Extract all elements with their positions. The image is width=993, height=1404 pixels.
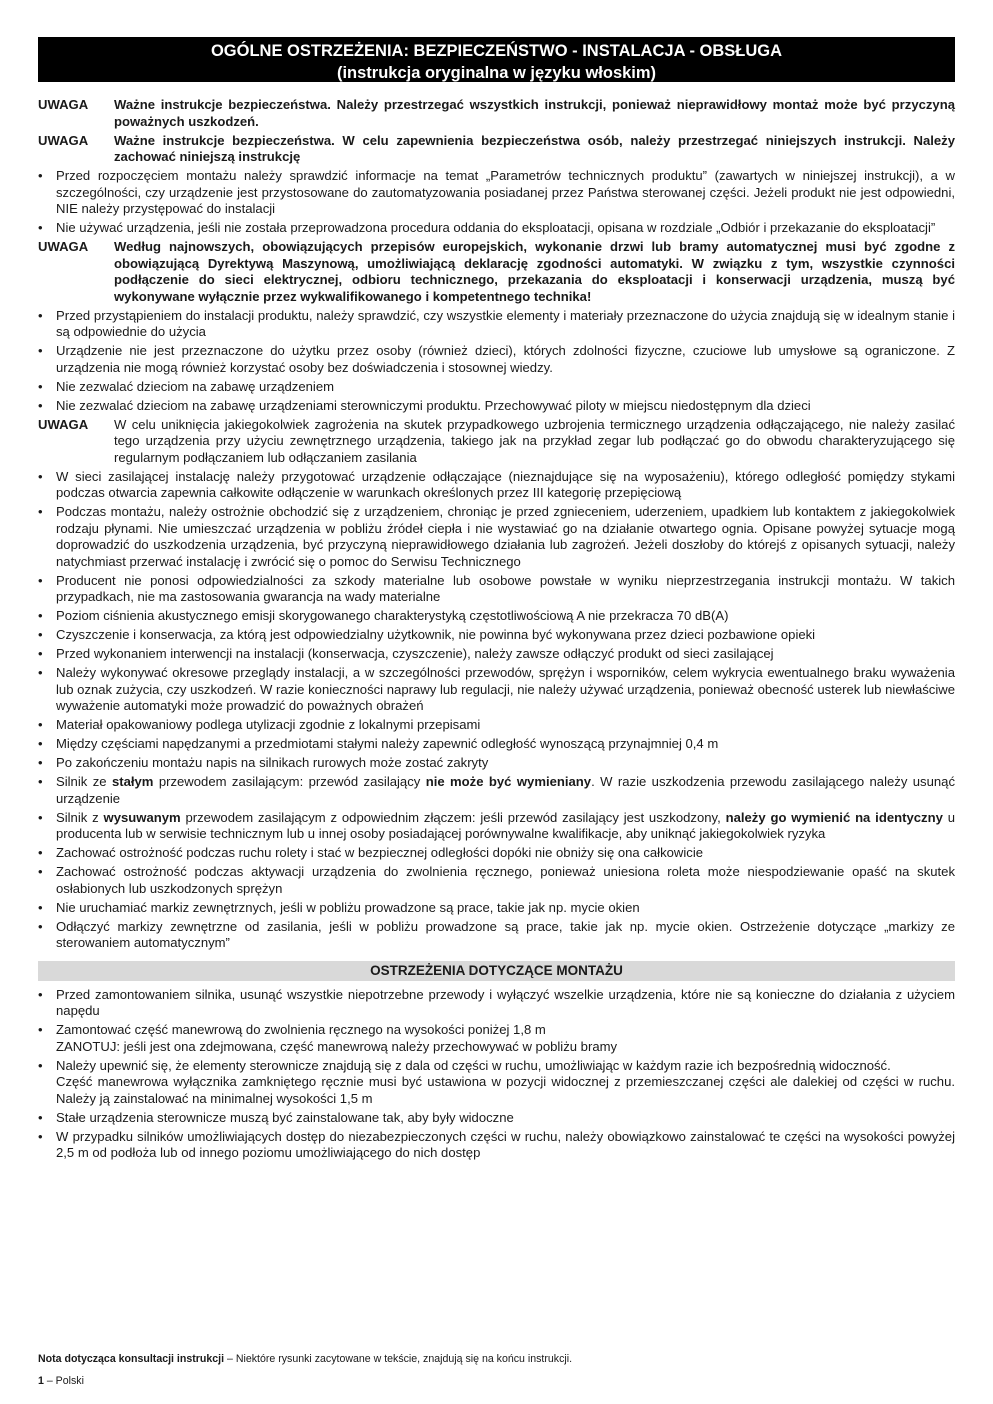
bullet-text: Poziom ciśnienia akustycznego emisji skorygowanego charakterystyką częstotliwościową A nie przekracza 70 dB(A) xyxy=(56,608,729,623)
bold-run: nie może być wymieniany xyxy=(425,774,592,789)
footer-note-text: – Niektóre rysunki zacytowane w tekście, znajdują się na końcu instrukcji. xyxy=(224,1353,573,1365)
bullet-text: W sieci zasilającej instalację należy przygotować urządzenie odłączające (nieznajdujące się na wyposażeniu), którego odległość pomiędzy stykami podczas otwarcia zapewnia całkowite odłączenie w warunkach określonych przez III kategorię przepięciową xyxy=(56,468,955,500)
header-banner xyxy=(38,37,955,82)
bullet-marker: • xyxy=(38,736,43,751)
bullet-marker: • xyxy=(38,755,43,770)
bullet-marker: • xyxy=(38,809,43,825)
bullet-marker: • xyxy=(38,864,43,879)
bullet-marker: • xyxy=(38,918,43,934)
bullet-item xyxy=(38,469,955,502)
footer-note-label: Nota dotycząca konsultacji instrukcji xyxy=(38,1353,225,1365)
bullet-item xyxy=(38,987,955,1020)
bullet-item xyxy=(38,646,955,663)
bullet-text xyxy=(56,1058,955,1108)
bullet-marker: • xyxy=(38,1109,43,1125)
bullet-text: Stałe urządzenia sterownicze muszą być zainstalowane tak, aby były widoczne xyxy=(56,1109,514,1125)
bullet-item xyxy=(38,900,955,917)
bullet-marker: • xyxy=(38,343,43,358)
bullet-text: Między częściami napędzanymi a przedmiotami stałymi należy zapewnić odległość wynoszącą przynajmniej 0,4 m xyxy=(56,736,719,751)
bullet-item xyxy=(38,919,955,952)
text-run: Silnik z xyxy=(56,809,104,825)
bullet-item xyxy=(38,343,955,376)
warning-item xyxy=(38,239,955,305)
general-warnings xyxy=(38,97,955,1162)
warning-item xyxy=(38,417,955,467)
bullet-text xyxy=(56,774,955,807)
warning-text: W celu uniknięcia jakiegokolwiek zagrożenia na skutek przypadkowego uzbrojenia termicznego urządzenia odłączającego, nie należy zasilać tego urządzenia przy użyciu zewnętrznego urządzenia, takiego jak na przykład zegar lub podłączać go do obwodu charakteryzującego się regularnym podłączaniem lub odłączaniem zasilania xyxy=(114,416,955,465)
bullet-marker: • xyxy=(38,665,43,680)
page-number-value: 1 xyxy=(38,1375,44,1387)
bold-run: wysuwanym xyxy=(103,809,181,825)
bullet-text: Zachować ostrożność podczas aktywacji urządzenia do zwolnienia ręcznego, ponieważ uniesiona roleta może niespodziewanie opaść na skutek osłabionych lub uszkodzonych sprężyn xyxy=(56,864,955,896)
bullet-note-text: ZANOTUJ: jeśli jest ona zdejmowana, część manewrową należy przechowywać w pobliżu bramy xyxy=(56,1038,618,1054)
bullet-text: Przed wykonaniem interwencji na instalacji (konserwacja, czyszczenie), należy zawsze odłączyć produkt od sieci zasilającej xyxy=(56,646,774,661)
text-run: przewodem zasilającym z odpowiednim złączem: jeśli przewód zasilający jest uszkodzony, xyxy=(180,809,726,825)
text-run: u producenta lub w serwisie technicznym lub u innej osoby posiadającej porównywalne kwalifikacje, aby uniknąć jakiegokolwiek ryzyka xyxy=(56,809,955,841)
bullet-text: Podczas montażu, należy ostrożnie obchodzić się z urządzeniem, chroniąc je przed zgnieceniem, uderzeniem, upadkiem lub kontaktem z jakiegokolwiek rodzaju płynami. Nie umieszczać urządzenia w pobliżu źródeł ciepła i nie wystawiać go na działanie otwartego ognia. Opisane powyżej sytuacje mogą doprowadzić do uszkodzenia urządzenia, być przyczyną nieprawidłowego działania lub zagrożeń. Jeżeli doszłoby do którejś z opisanych sytuacji, należy natychmiast przerwać instalację i zwrócić się o pomoc do Serwisu Technicznego xyxy=(56,504,955,569)
bullet-marker: • xyxy=(38,717,43,732)
page-title: OGÓLNE OSTRZEŻENIA: BEZPIECZEŃSTWO - INSTALACJA - OBSŁUGA xyxy=(210,42,783,60)
bullet-item xyxy=(38,168,955,218)
bullet-marker: • xyxy=(38,986,43,1002)
bullet-main-text: Zamontować część manewrową do zwolnienia ręcznego na wysokości poniżej 1,8 m xyxy=(56,1022,546,1037)
bullet-item xyxy=(38,608,955,625)
bullet-marker: • xyxy=(38,608,43,623)
bullet-item xyxy=(38,220,955,237)
bullet-item xyxy=(38,755,955,772)
warning-text: Ważne instrukcje bezpieczeństwa. W celu zapewnienia bezpieczeństwa osób, należy przestrzegać niniejszych instrukcji. Należy zachować niniejszą instrukcję xyxy=(114,132,955,164)
bullet-item xyxy=(38,736,955,753)
bullet-text: Należy wykonywać okresowe przeglądy instalacji, a w szczególności przewodów, sprężyn i wsporników, celem wykrycia ewentualnego braku wyważenia lub oznak zużycia, czy uszkodzeń. W razie konieczności naprawy lub regulacji, nie należy używać urządzenia, ponieważ obecność usterek lub niewłaściwe wyważenie automatyki może prowadzić do poważnych obrażeń xyxy=(56,665,955,713)
bullet-item xyxy=(38,864,955,897)
bullet-item xyxy=(38,398,955,415)
warning-item xyxy=(38,97,955,130)
bullet-text xyxy=(56,1022,955,1055)
bullet-item xyxy=(38,845,955,862)
bullet-marker: • xyxy=(38,1128,43,1144)
bullet-marker: • xyxy=(38,627,43,642)
bullet-marker: • xyxy=(38,397,43,413)
page-language: – Polski xyxy=(43,1375,84,1387)
bullet-item xyxy=(38,308,955,341)
bullet-item xyxy=(38,717,955,734)
bullet-main-text: Należy upewnić się, że elementy sterownicze znajdują się z dala od części w ruchu, umożliwiając w każdym razie ich bezpośrednią widoczność. xyxy=(56,1057,891,1073)
bullet-item xyxy=(38,573,955,606)
bullet-note-text: Część manewrowa wyłącznika zamkniętego ręcznie musi być ustawiona w pozycji widocznej z przemieszczanej części ale dalekiej od części w ruchu. Należy ją zainstalować na minimalnej wysokości 1,5 m xyxy=(56,1074,955,1106)
bullet-text: Materiał opakowaniowy podlega utylizacji zgodnie z lokalnymi przepisami xyxy=(56,717,481,732)
warning-label: UWAGA xyxy=(38,416,89,432)
bullet-marker: • xyxy=(38,468,43,484)
warning-label: UWAGA xyxy=(38,132,89,148)
bullet-item xyxy=(38,665,955,715)
bold-run: należy go wymienić na identyczny xyxy=(725,809,943,825)
bullet-item xyxy=(38,379,955,396)
bullet-text xyxy=(56,810,955,843)
bullet-marker: • xyxy=(38,168,43,183)
text-run: Silnik ze xyxy=(56,774,112,789)
bullet-text: Przed rozpoczęciem montażu należy sprawdzić informacje na temat „Parametrów technicznych produktu” (zawartych w niniejszej instrukcji), a w szczególności, czy urządzenie jest przystosowane do zautomatyzowania posiadanej przez Państwa sterowanej części. Jeżeli produkt nie jest odpowiedni, NIE należy przystępować do instalacji xyxy=(56,168,955,216)
bullet-item xyxy=(38,504,955,570)
bullet-marker: • xyxy=(38,774,43,789)
document-page xyxy=(38,37,955,1164)
bullet-item xyxy=(38,1058,955,1108)
bullet-marker: • xyxy=(38,504,43,519)
warning-item xyxy=(38,133,955,166)
text-run: przewodem zasilającym: przewód zasilający xyxy=(153,774,426,789)
bullet-item xyxy=(38,774,955,807)
bullet-item xyxy=(38,1110,955,1127)
bullet-item xyxy=(38,810,955,843)
text-run: . W razie uszkodzenia przewodu zasilającego należy usunąć urządzenie xyxy=(56,774,955,806)
bullet-item xyxy=(38,1022,955,1055)
bullet-item xyxy=(38,1129,955,1162)
bullet-text: Przed zamontowaniem silnika, usunąć wszystkie niepotrzebne przewody i wyłączyć wszelkie urządzenia, które nie są konieczne do działania z użyciem napędu xyxy=(56,986,955,1018)
bullet-marker: • xyxy=(38,899,43,915)
page-subtitle: (instrukcja oryginalna w języku włoskim) xyxy=(336,64,657,82)
bullet-marker: • xyxy=(38,220,43,235)
bullet-text: Nie zezwalać dzieciom na zabawę urządzeniami sterowniczymi produktu. Przechowywać piloty w miejscu niedostępnym dla dzieci xyxy=(56,397,811,413)
bullet-marker: • xyxy=(38,1022,43,1037)
page-number xyxy=(38,1374,84,1388)
bullet-text: Odłączyć markizy zewnętrzne od zasilania, jeśli w pobliżu prowadzone są prace, takie jak np. mycie okien. Ostrzeżenie dotyczące „markizy ze sterowaniem automatycznym” xyxy=(56,918,955,950)
bullet-text: Zachować ostrożność podczas ruchu rolety i stać w bezpiecznej odległości dopóki nie obniży się ona całkowicie xyxy=(56,845,704,860)
bullet-marker: • xyxy=(38,307,43,323)
bullet-marker: • xyxy=(38,646,43,661)
warning-label: UWAGA xyxy=(38,97,89,112)
bullet-text: Nie uruchamiać markiz zewnętrznych, jeśli w pobliżu prowadzone są prace, takie jak np. mycie okien xyxy=(56,899,640,915)
bullet-text: Czyszczenie i konserwacja, za którą jest odpowiedzialny użytkownik, nie powinna być wykonywana przez dzieci pozbawione opieki xyxy=(56,627,816,642)
bullet-marker: • xyxy=(38,572,43,588)
bold-run: stałym xyxy=(111,774,154,789)
bullet-marker: • xyxy=(38,845,43,860)
section-heading-installation: OSTRZEŻENIA DOTYCZĄCE MONTAŻU xyxy=(38,961,955,981)
bullet-item xyxy=(38,627,955,644)
bullet-marker: • xyxy=(38,1057,43,1073)
bullet-text: Producent nie ponosi odpowiedzialności za szkody materialne lub osobowe powstałe w wyniku nieprzestrzegania instrukcji montażu. W takich przypadkach, nie ma zastosowania gwarancja na wady materialne xyxy=(56,572,955,604)
warning-label: UWAGA xyxy=(38,239,89,254)
footer-note xyxy=(38,1352,955,1366)
warning-text: Ważne instrukcje bezpieczeństwa. Należy przestrzegać wszystkich instrukcji, ponieważ nieprawidłowy montaż może być przyczyną poważnych uszkodzeń. xyxy=(114,97,955,129)
bullet-text: Po zakończeniu montażu napis na silnikach rurowych może zostać zakryty xyxy=(56,755,489,770)
bullet-text: Nie zezwalać dzieciom na zabawę urządzeniem xyxy=(56,378,335,394)
bullet-text: W przypadku silników umożliwiających dostęp do niezabezpieczonych części w ruchu, należy obowiązkowo zainstalować te części na wysokości powyżej 2,5 m od podłoża lub od innego poziomu umożliwiającego do nich dostęp xyxy=(56,1128,955,1160)
bullet-marker: • xyxy=(38,378,43,394)
bullet-text: Urządzenie nie jest przeznaczone do użytku przez osoby (również dzieci), których zdolności fizyczne, czuciowe lub umysłowe są ograniczone. Z urządzenia nie mogą również korzystać osoby bez doświadczenia i stosownej wiedzy. xyxy=(56,343,955,375)
bullet-text: Przed przystąpieniem do instalacji produktu, należy sprawdzić, czy wszystkie elementy i materiały przeznaczone do użycia znajdują się w idealnym stanie i są odpowiednie do użycia xyxy=(56,307,955,339)
bullet-text: Nie używać urządzenia, jeśli nie została przeprowadzona procedura oddania do eksploatacji, opisana w rozdziale „Odbiór i przekazanie do eksploatacji” xyxy=(56,220,936,235)
warning-text: Według najnowszych, obowiązujących przepisów europejskich, wykonanie drzwi lub bramy automatycznej musi być zgodne z obowiązującą Dyrektywą Maszynową, umożliwiającą deklarację zgodności automatyki. W związku z tym, wszystkie czynności podłączenie do sieci elektrycznej, odbioru technicznego, przekazania do eksploatacji i konserwacji urządzenia, muszą być wykonywane wyłącznie przez wykwalifikowanego i kompetentnego technika! xyxy=(114,239,955,304)
